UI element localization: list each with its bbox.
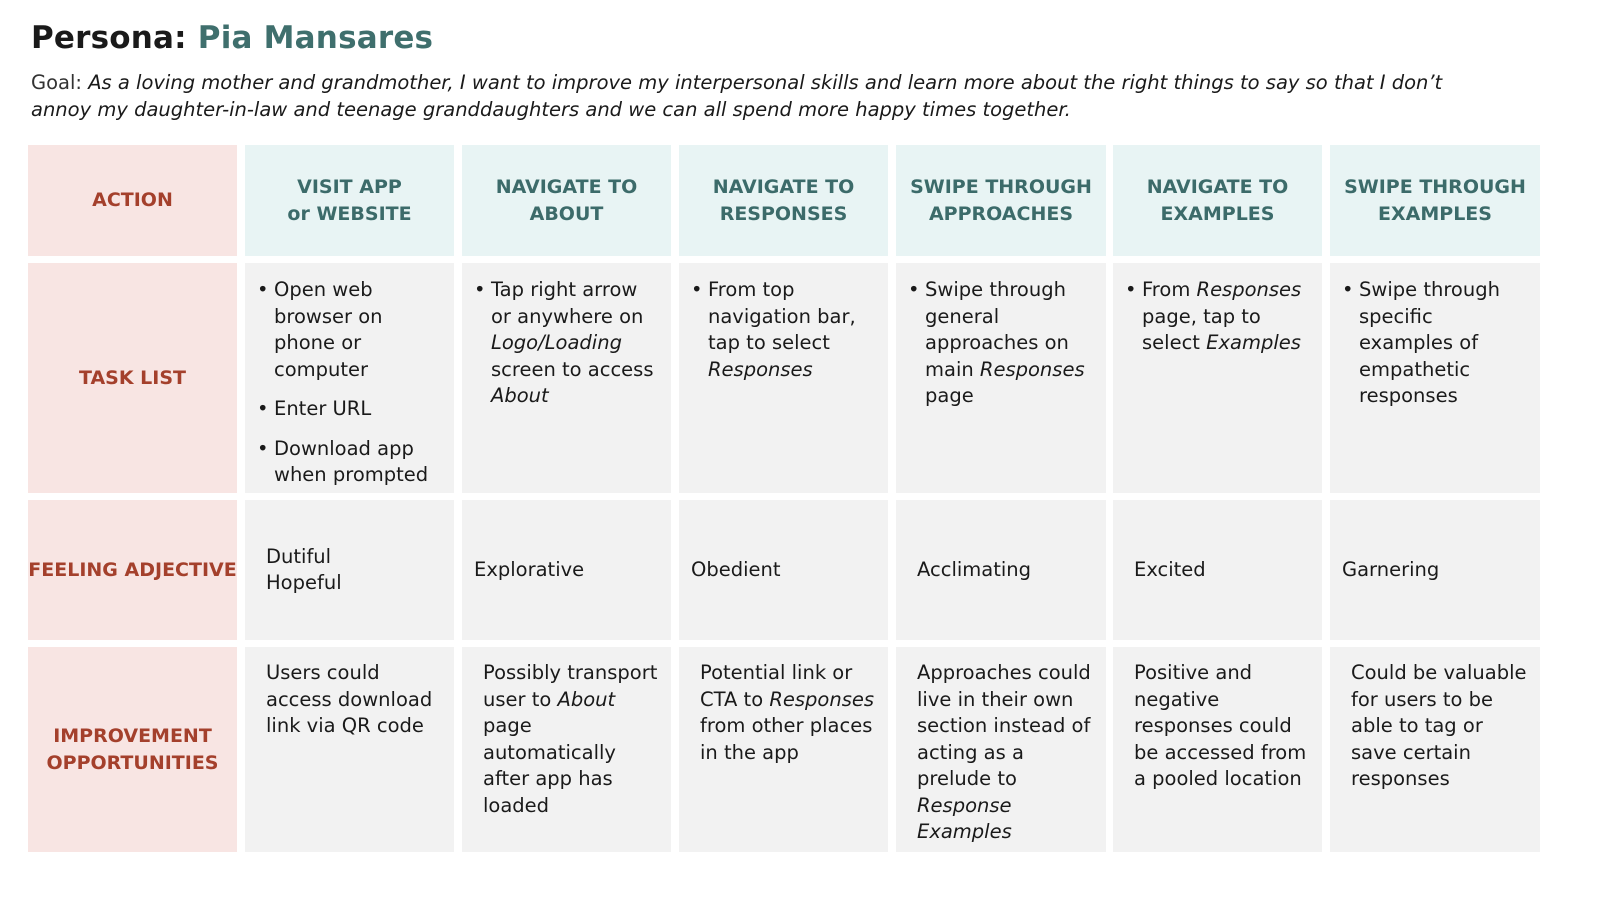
task-item xyxy=(908,277,1098,410)
feeling-list xyxy=(917,557,1031,584)
text-run: Examples xyxy=(1206,331,1301,354)
feeling-cell xyxy=(896,500,1106,640)
stage-header-3 xyxy=(679,145,888,256)
stage-header-line: SWIPE THROUGH xyxy=(1344,175,1526,198)
feeling-cell xyxy=(462,500,671,640)
text-run: Open web browser on phone or computer xyxy=(274,278,383,381)
text-run: About xyxy=(557,687,616,711)
feeling-cell xyxy=(245,500,454,640)
text-run: From xyxy=(1142,278,1197,301)
improvement-cell xyxy=(896,647,1106,852)
feeling-adjective: Obedient xyxy=(691,557,781,581)
improvement-cell xyxy=(245,647,454,852)
task-item xyxy=(474,277,663,410)
task-list xyxy=(474,277,663,410)
feeling-cell xyxy=(1113,500,1322,640)
text-run: Enter URL xyxy=(274,397,372,420)
title-prefix: Persona: xyxy=(31,20,187,56)
improvement-cell xyxy=(462,647,671,852)
feeling-adjective: Acclimating xyxy=(917,557,1032,581)
text-run: Response Examples xyxy=(917,793,1012,843)
improvement-text xyxy=(700,660,880,766)
stage-header-line: or WEBSITE xyxy=(287,202,412,225)
improvement-text xyxy=(1134,660,1314,793)
improvement-cell xyxy=(679,647,888,852)
stage-header-line: APPROACHES xyxy=(928,202,1074,225)
feeling-adjective: Explorative xyxy=(474,557,585,581)
persona-name: Pia Mansares xyxy=(197,20,434,56)
row-header-action: ACTION xyxy=(28,145,237,256)
task-list xyxy=(691,277,880,383)
stage-header-line: EXAMPLES xyxy=(1378,202,1492,225)
feeling-list xyxy=(1342,557,1439,584)
text-run: Users could access download link via QR code xyxy=(266,661,433,737)
text-run: page xyxy=(925,384,974,407)
task-list-cell xyxy=(679,263,888,493)
text-run: Responses xyxy=(708,357,813,381)
stage-header-line: NAVIGATE TO xyxy=(495,175,638,198)
goal-text: As a loving mother and grandmother, I want to improve my interpersonal skills and learn more about the right things to say so that I don’t annoy my daughter-in-law and teenage granddaughters and we can all spend more happy times together. xyxy=(31,71,1443,121)
text-run: page, tap to select xyxy=(1142,304,1261,354)
text-run: About xyxy=(491,384,549,407)
improvement-text xyxy=(483,660,663,819)
task-list xyxy=(1125,277,1314,357)
task-item xyxy=(257,396,446,423)
task-item xyxy=(257,277,446,383)
task-list-cell xyxy=(896,263,1106,493)
stage-header-line: RESPONSES xyxy=(719,202,848,225)
task-item xyxy=(257,436,446,489)
row-header-improvement-line2: OPPORTUNITIES xyxy=(46,751,219,774)
stage-header-line: ABOUT xyxy=(529,202,604,225)
row-header-feeling: FEELING ADJECTIVE xyxy=(28,500,237,640)
text-run: page automatically after app has loaded xyxy=(483,714,616,817)
task-list-cell xyxy=(462,263,671,493)
feeling-adjective: Hopeful xyxy=(266,571,342,594)
task-list xyxy=(1342,277,1532,410)
task-list-cell xyxy=(245,263,454,493)
stage-header-line: NAVIGATE TO xyxy=(712,175,855,198)
text-run: screen to access xyxy=(491,357,654,381)
task-list xyxy=(257,277,446,489)
stage-header-line: NAVIGATE TO xyxy=(1146,175,1289,198)
text-run: From top navigation bar, tap to select xyxy=(708,278,856,354)
stage-header-4 xyxy=(896,145,1106,256)
text-run: Potential link or CTA to xyxy=(700,661,853,711)
row-header-improvement xyxy=(28,647,237,852)
improvement-text xyxy=(1351,660,1532,793)
text-run: Tap right arrow or anywhere on xyxy=(491,278,644,328)
task-item xyxy=(1125,277,1314,357)
page-title xyxy=(31,20,433,56)
feeling-list xyxy=(1134,557,1206,584)
row-header-improvement-line1: IMPROVEMENT xyxy=(53,724,212,747)
task-list-cell xyxy=(1330,263,1540,493)
text-run: Swipe through general approaches on main xyxy=(925,278,1069,381)
text-run: Approaches could live in their own section instead of acting as a prelude to xyxy=(917,661,1091,790)
stage-header-line: VISIT APP xyxy=(297,175,402,198)
text-run: Swipe through specific examples of empathetic responses xyxy=(1359,278,1500,407)
text-run: Could be valuable for users to be able to tag or save certain responses xyxy=(1351,661,1527,790)
text-run: Responses xyxy=(979,357,1085,381)
task-list xyxy=(908,277,1098,410)
goal-statement xyxy=(31,70,1501,123)
text-run: Download app when prompted xyxy=(274,436,429,486)
feeling-adjective: Dutiful xyxy=(266,544,332,568)
improvement-text xyxy=(266,660,446,740)
task-item xyxy=(691,277,880,383)
feeling-adjective: Excited xyxy=(1134,557,1206,581)
text-run: Possibly transport user to xyxy=(483,661,658,711)
row-header-task-list: TASK LIST xyxy=(28,263,237,493)
feeling-list xyxy=(474,557,584,584)
text-run: Responses xyxy=(769,687,875,711)
task-list-cell xyxy=(1113,263,1322,493)
task-item xyxy=(1342,277,1532,410)
improvement-cell xyxy=(1113,647,1322,852)
feeling-list xyxy=(266,544,342,597)
text-run: Responses xyxy=(1196,278,1302,301)
stage-header-2 xyxy=(462,145,671,256)
stage-header-1 xyxy=(245,145,454,256)
feeling-cell xyxy=(1330,500,1540,640)
feeling-cell xyxy=(679,500,888,640)
text-run: Positive and negative responses could be accessed from a pooled location xyxy=(1134,661,1307,790)
improvement-cell xyxy=(1330,647,1540,852)
text-run: from other places in the app xyxy=(700,714,873,764)
stage-header-6 xyxy=(1330,145,1540,256)
goal-label: Goal: xyxy=(31,71,82,94)
text-run: Logo/Loading xyxy=(491,331,622,354)
improvement-text xyxy=(917,660,1098,846)
stage-header-line: SWIPE THROUGH xyxy=(910,175,1092,198)
stage-header-line: EXAMPLES xyxy=(1160,202,1275,225)
feeling-list xyxy=(691,557,781,584)
stage-header-5 xyxy=(1113,145,1322,256)
feeling-adjective: Garnering xyxy=(1342,557,1440,581)
